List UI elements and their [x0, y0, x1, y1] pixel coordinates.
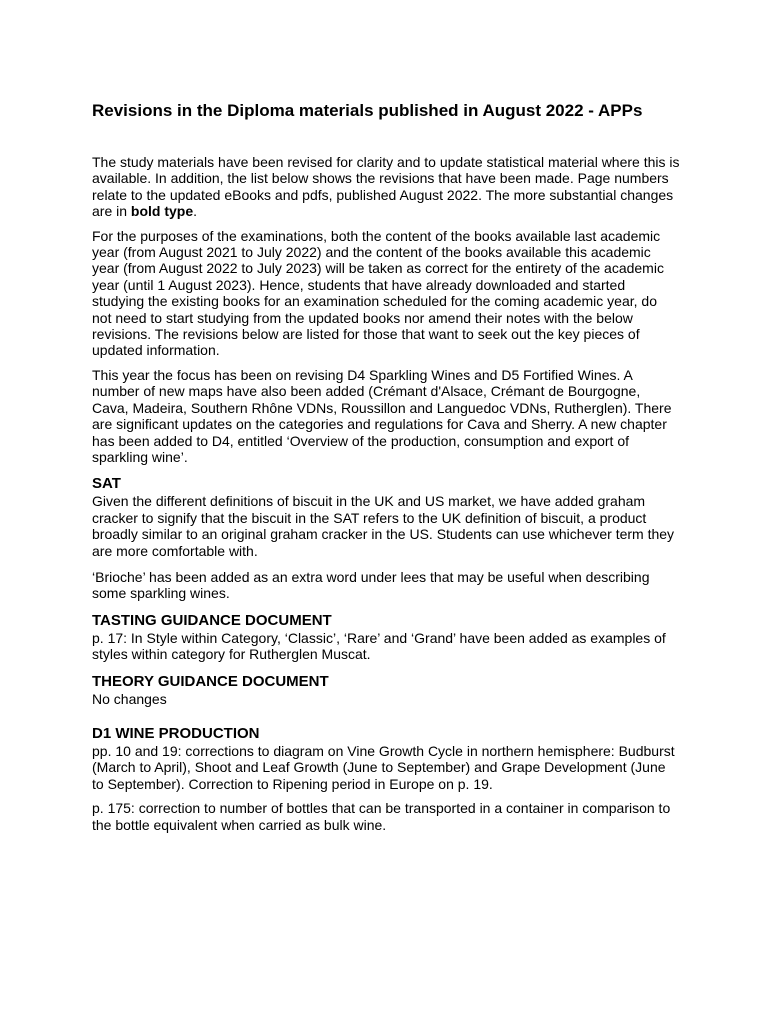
intro-paragraph	[92, 154, 680, 220]
theory-paragraph-1: No changes	[92, 690, 167, 707]
document-page	[92, 100, 680, 841]
sat-heading: SAT	[92, 475, 121, 493]
document-title: Revisions in the Diploma materials published in August 2022 - APPs	[92, 101, 643, 120]
tasting-heading: TASTING GUIDANCE DOCUMENT	[92, 611, 332, 629]
d1-heading: D1 WINE PRODUCTION	[92, 724, 260, 742]
intro-bold-text: bold type	[130, 203, 194, 220]
exams-paragraph: For the purposes of the examinations, both the content of the books available last academic year (from August 2021 to July 2022) and the content of the books available this academic year (from August 2022 to July 2023) will be taken as correct for the entirety of the academic year (until 1 August 2023). Hence, students that have already downloaded and started studying the existing books for an examination scheduled for the coming academic year, do not need to start studying from the updated books nor amend their notes with the below revisions. The revisions below are listed for those that want to seek out the key pieces of updated information.	[92, 227, 664, 359]
d1-paragraph-2: p. 175: correction to number of bottles that can be transported in a container in comparison to the bottle equivalent when carried as bulk wine.	[92, 800, 671, 833]
intro-text-end: .	[193, 203, 198, 220]
theory-heading: THEORY GUIDANCE DOCUMENT	[92, 672, 329, 690]
focus-paragraph: This year the focus has been on revising D4 Sparkling Wines and D5 Fortified Wines. A number of new maps have also been added (Crémant d'Alsace, Crémant de Bourgogne, Cava, Madeira, Southern Rhône VDNs, Roussillon and Languedoc VDNs, Rutherglen). There are significant updates on the categories and regulations for Cava and Sherry. A new chapter has been added to D4, entitled ‘Overview of the production, consumption and export of sparkling wine’.	[92, 366, 672, 465]
tasting-paragraph-1: p. 17: In Style within Category, ‘Classic’, ‘Rare’ and ‘Grand’ have been added as examples of styles within category for Rutherglen Muscat.	[92, 629, 666, 663]
sat-paragraph-2: ‘Brioche’ has been added as an extra word under lees that may be useful when describing some sparkling wines.	[92, 568, 650, 602]
sat-paragraph-1: Given the different definitions of biscuit in the UK and US market, we have added graham cracker to signify that the biscuit in the SAT refers to the UK definition of biscuit, a product broadly similar to an original graham cracker in the US. Students can use whichever term they are more comfortable with.	[92, 493, 675, 559]
intro-text: The study materials have been revised for clarity and to update statistical material where this is available. In addition, the list below shows the revisions that have been made. Page numbers relate to the updated eBooks and pdfs, published August 2022. The more substantial changes are in	[92, 154, 680, 220]
d1-paragraph-1: pp. 10 and 19: corrections to diagram on Vine Growth Cycle in northern hemisphere: Budburst (March to April), Shoot and Leaf Growth (June to September) and Grape Development (June to September). Correction to Ripening period in Europe on p. 19.	[92, 742, 675, 792]
